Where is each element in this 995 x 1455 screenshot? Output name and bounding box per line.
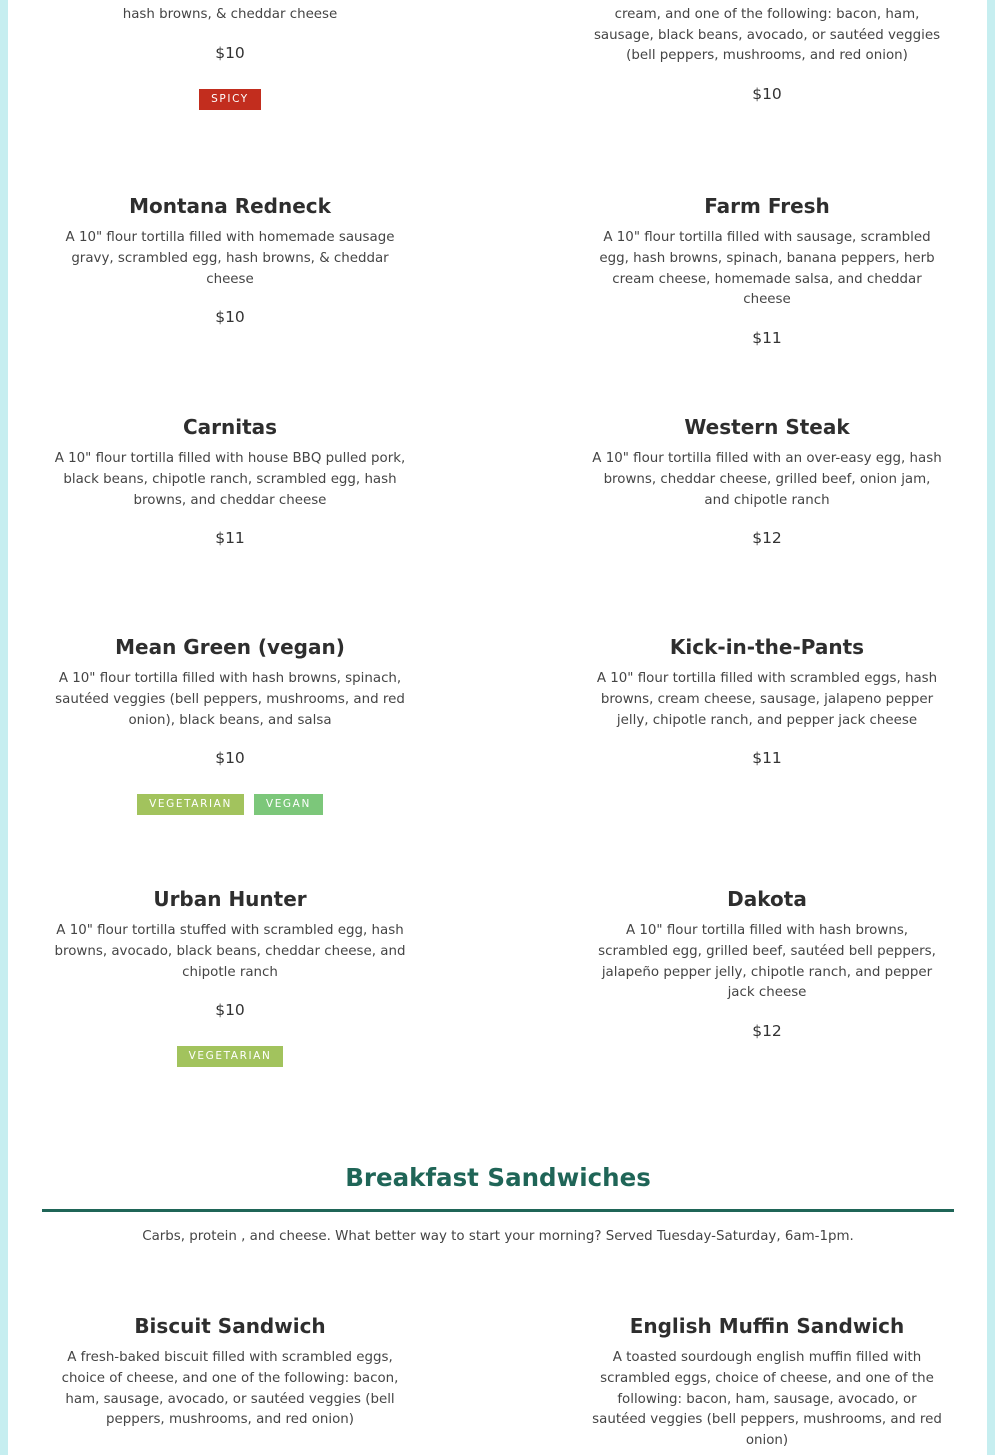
menu-item-montana-redneck [45,193,415,328]
item-name: Farm Fresh [704,194,830,218]
vegetarian-tag: VEGETARIAN [177,1046,284,1067]
item-price: $10 [215,308,245,327]
item-price: $10 [215,1001,245,1020]
section-title-breakfast-sandwiches: Breakfast Sandwiches [345,1163,651,1192]
menu-item-carnitas [45,414,415,549]
item-description: A 10" flour tortilla stuffed with scrambled egg, hash browns, avocado, black beans, cheddar cheese, and chipotle ranch [54,923,406,980]
item-name: Biscuit Sandwich [134,1314,326,1338]
item-price: $10 [752,85,782,104]
item-description: A 10" flour tortilla filled with hash browns, scrambled egg, grilled beef, sautéed bell peppers, jalapeño pepper jelly, chipotle ranch, and pepper jack cheese [598,923,936,1001]
menu-item-top-right [581,0,953,105]
menu-item-english-muffin-sandwich [581,1313,953,1452]
item-description: A fresh-baked biscuit filled with scrambled eggs, choice of cheese, and one of the following: bacon, ham, sausage, avocado, or sautéed veggies (bell peppers, mushrooms, and red onion) [61,1350,399,1428]
vegan-tag: VEGAN [254,794,323,815]
item-name: Carnitas [182,415,278,439]
menu-item-mean-green [45,634,415,815]
section-divider [42,1209,954,1212]
item-name: Montana Redneck [129,194,331,218]
item-price: $11 [215,529,245,548]
item-tags [45,794,415,815]
item-description: A toasted sourdough english muffin filled with scrambled eggs, choice of cheese, and one of the following: bacon, ham, sausage, avocado, or sautéed veggies (bell peppers, mushrooms, and red onion) [592,1350,942,1449]
item-description: A 10" flour tortilla filled with scrambled eggs, hash browns, cream cheese, sausage, jalapeno pepper jelly, chipotle ranch, and pepper jack cheese [596,671,938,728]
item-name: Mean Green (vegan) [115,635,345,659]
item-description: A 10" flour tortilla filled with hash browns, spinach, sautéed veggies (bell peppers, mushrooms, and red onion), black beans, and salsa [55,671,405,728]
menu-item-top-left [45,0,415,110]
menu-item-urban-hunter [45,886,415,1067]
item-description: hash browns, & cheddar cheese [122,6,338,22]
item-name: English Muffin Sandwich [629,1314,905,1338]
item-description: A 10" flour tortilla filled with homemade sausage gravy, scrambled egg, hash browns, & cheddar cheese [65,230,395,287]
menu-item-kick-in-the-pants [581,634,953,769]
item-description: cream, and one of the following: bacon, ham, sausage, black beans, avocado, or sautéed veggies (bell peppers, mushrooms, and red onion) [593,6,941,64]
menu-item-western-steak [581,414,953,549]
item-description: A 10" flour tortilla filled with an over-easy egg, hash browns, cheddar cheese, grilled beef, onion jam, and chipotle ranch [592,451,942,508]
item-tags [45,89,415,110]
item-price: $12 [752,1022,782,1041]
menu-item-dakota [581,886,953,1042]
spicy-tag: SPICY [199,89,261,110]
item-price: $10 [215,43,245,62]
item-name: Kick-in-the-Pants [669,635,865,659]
item-name: Urban Hunter [153,887,307,911]
item-price: $11 [752,329,782,348]
item-price: $10 [215,749,245,768]
menu-item-farm-fresh [581,193,953,349]
menu-page [8,0,987,1455]
item-description: A 10" flour tortilla filled with sausage, scrambled egg, hash browns, spinach, banana peppers, herb cream cheese, homemade salsa, and cheddar cheese [599,230,935,308]
item-name: Western Steak [684,415,850,439]
item-description: A 10" flour tortilla filled with house BBQ pulled pork, black beans, chipotle ranch, scrambled egg, hash browns, and cheddar cheese [54,451,406,508]
section-description: Carbs, protein , and cheese. What better way to start your morning? Served Tuesday-Saturday, 6am-1pm. [142,1229,854,1244]
item-name: Dakota [727,887,807,911]
item-tags [45,1046,415,1067]
menu-item-biscuit-sandwich [45,1313,415,1431]
item-price: $11 [752,749,782,768]
vegetarian-tag: VEGETARIAN [137,794,244,815]
item-price: $12 [752,529,782,548]
